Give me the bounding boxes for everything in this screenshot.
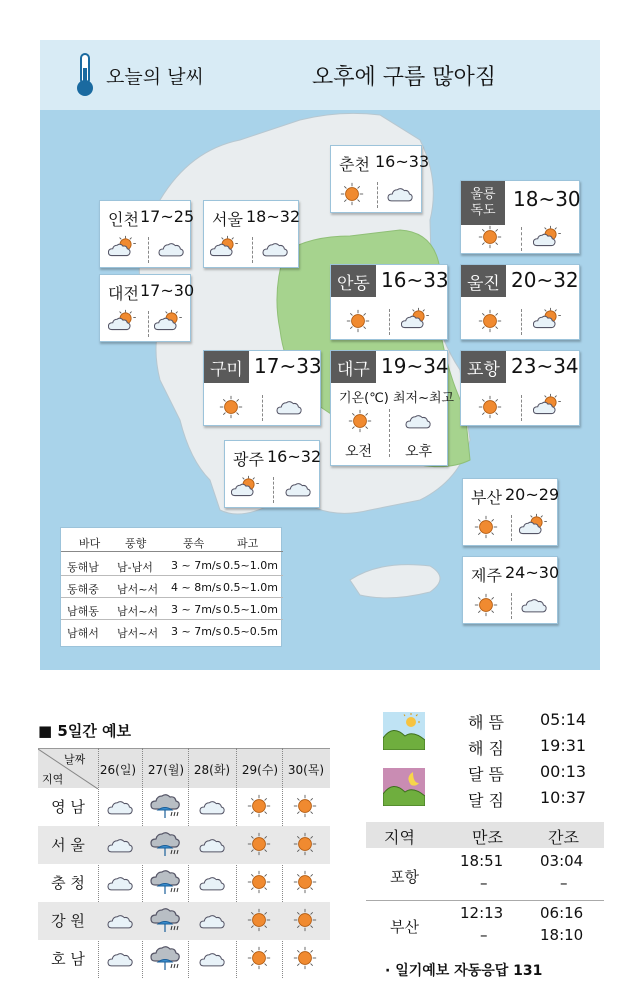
partly-cloudy-icon	[401, 307, 431, 331]
city-temp: 24~30	[505, 563, 560, 582]
partly-cloudy-icon	[533, 225, 563, 249]
sun-icon	[345, 409, 375, 433]
sun-icon	[475, 225, 505, 249]
sun-icon	[244, 794, 274, 818]
city-temp: 17~25	[140, 207, 195, 226]
sun-icon	[471, 593, 501, 617]
city-card-busan	[462, 478, 558, 546]
city-temp: 17~30	[140, 281, 195, 300]
city-name: 대전	[108, 284, 139, 303]
legend-label: 기온(℃) 최저~최고	[339, 391, 455, 406]
cloud-icon	[105, 947, 135, 971]
city-temp: 16~32	[267, 447, 322, 466]
tide-high: –	[480, 874, 488, 892]
city-card-jeju	[462, 556, 558, 624]
tide-low: 06:16	[540, 904, 584, 922]
cloud-icon	[274, 395, 304, 419]
header-date-label: 날짜	[64, 753, 86, 766]
sea-row: 남해동 남서~서 3 ~ 7m/s 0.5~1.0m	[61, 600, 283, 620]
legend-pm: 오후	[405, 444, 433, 460]
city-card-incheon	[99, 200, 195, 268]
sun-icon	[216, 395, 246, 419]
region-name: 영 남	[51, 798, 85, 816]
city-temp: 23~34	[511, 354, 579, 378]
sea-row: 동해남 남-남서 3 ~ 7m/s 0.5~1.0m	[61, 556, 283, 576]
city-name: 광주	[233, 450, 264, 469]
sun-icon	[290, 794, 320, 818]
rain-cloud-icon	[150, 868, 180, 896]
moonset-time: 10:37	[540, 788, 587, 807]
city-label: 구미	[204, 351, 249, 383]
city-name: 부산	[471, 488, 502, 507]
forecast-row	[38, 826, 330, 864]
city-card-gwangju	[224, 440, 320, 508]
page-title: 오늘의 날씨	[106, 66, 204, 88]
cloud-icon	[197, 909, 227, 933]
tide-low: –	[560, 874, 568, 892]
city-name: 인천	[108, 210, 139, 229]
moonset-label: 달 짐	[468, 791, 504, 810]
sun-icon	[290, 908, 320, 932]
legend-am: 오전	[345, 444, 373, 460]
partly-cloudy-icon	[154, 309, 184, 333]
cloud-icon	[105, 795, 135, 819]
forecast-title: ■ 5일간 예보	[38, 722, 132, 740]
cloud-icon	[197, 947, 227, 971]
region-name: 강 원	[51, 912, 85, 930]
forecast-table	[38, 748, 330, 978]
date-label: 27(월)	[147, 763, 185, 777]
city-temp: 20~32	[511, 268, 579, 292]
sea-conditions-table	[60, 527, 282, 647]
city-card-seoul	[203, 200, 299, 268]
tide-high: –	[480, 926, 488, 944]
cloud-icon	[105, 833, 135, 857]
forecast-row	[38, 788, 330, 826]
cloud-icon	[283, 477, 313, 501]
city-label: 안동	[331, 265, 376, 297]
date-label: 30(목)	[287, 763, 325, 777]
partly-cloudy-icon	[108, 309, 138, 333]
cloud-icon	[156, 237, 186, 261]
sea-row: 남해서 남서~서 3 ~ 7m/s 0.5~0.5m	[67, 625, 278, 640]
date-label: 29(수)	[241, 763, 279, 777]
date-label: 26(일)	[99, 763, 137, 777]
cloud-icon	[197, 871, 227, 895]
city-temp: 20~29	[505, 485, 560, 504]
footer-note: · 일기예보 자동응답 131	[385, 963, 543, 979]
cloud-icon	[105, 909, 135, 933]
partly-cloudy-icon	[533, 393, 563, 417]
tide-region: 포항	[390, 868, 419, 886]
city-card-uljin	[460, 264, 580, 340]
city-label: 대구	[331, 351, 376, 383]
tide-low: 03:04	[540, 852, 584, 870]
date-label: 28(화)	[193, 763, 231, 777]
city-temp: 18~32	[246, 207, 301, 226]
partly-cloudy-icon	[210, 235, 240, 259]
sun-icon	[244, 832, 274, 856]
rain-cloud-icon	[150, 830, 180, 858]
moonrise-label: 달 뜸	[468, 765, 504, 784]
city-name: 제주	[471, 566, 502, 585]
rain-cloud-icon	[150, 906, 180, 934]
sunset-time: 19:31	[540, 736, 587, 755]
city-card-ulleung	[460, 180, 580, 254]
sun-icon	[290, 946, 320, 970]
city-card-chuncheon	[330, 145, 430, 213]
cloud-icon	[260, 237, 290, 261]
tide-low: 18:10	[540, 926, 584, 944]
sea-header-row: 바다 풍향 풍속 파고	[61, 532, 283, 552]
sun-icon	[244, 946, 274, 970]
cloud-icon	[385, 182, 415, 206]
tide-region: 부산	[390, 918, 419, 936]
sun-icon	[244, 870, 274, 894]
sun-icon	[471, 515, 501, 539]
partly-cloudy-icon	[533, 307, 563, 331]
city-card-daegu	[330, 350, 455, 466]
city-temp: 16~33	[381, 268, 449, 292]
city-temp: 18~30	[513, 187, 581, 211]
tide-high: 12:13	[460, 904, 504, 922]
sunrise-time: 05:14	[540, 710, 587, 729]
partly-cloudy-icon	[231, 475, 261, 499]
cloud-icon	[403, 409, 433, 433]
sun-icon	[290, 870, 320, 894]
moon-icon	[383, 768, 425, 806]
tide-high: 18:51	[460, 852, 504, 870]
forecast-header	[38, 748, 330, 788]
city-name: 춘천	[339, 155, 370, 174]
rain-cloud-icon	[150, 944, 180, 972]
moonrise-time: 00:13	[540, 762, 587, 781]
city-temp: 16~33	[375, 152, 430, 171]
cloud-icon	[105, 871, 135, 895]
forecast-row	[38, 940, 330, 978]
city-label: 울진	[461, 265, 506, 297]
city-temp: 19~34	[381, 354, 449, 378]
partly-cloudy-icon	[108, 235, 138, 259]
headline: 오후에 구름 많아짐	[312, 65, 497, 90]
city-card-pohang	[460, 350, 580, 426]
sun-icon	[343, 309, 373, 333]
city-name: 서울	[212, 210, 243, 229]
sea-row: 동해중 남서~서 4 ~ 8m/s 0.5~1.0m	[61, 578, 283, 598]
sun-icon	[244, 908, 274, 932]
cloud-icon	[197, 795, 227, 819]
region-name: 충 청	[51, 874, 85, 892]
sun-icon	[475, 309, 505, 333]
cloud-icon	[197, 833, 227, 857]
city-temp: 17~33	[254, 354, 322, 378]
city-label: 포항	[461, 351, 506, 383]
thermometer-icon	[74, 52, 96, 98]
sunset-label: 해 짐	[468, 739, 504, 758]
region-name: 서 울	[51, 836, 85, 854]
city-card-daejeon	[99, 274, 195, 342]
rain-cloud-icon	[150, 792, 180, 820]
city-label: 울릉 독도	[461, 181, 505, 225]
sunrise-icon	[383, 712, 425, 750]
region-name: 호 남	[51, 950, 85, 968]
cloud-icon	[519, 593, 549, 617]
sunrise-label: 해 뜸	[468, 713, 504, 732]
city-card-andong	[330, 264, 448, 340]
partly-cloudy-icon	[519, 513, 549, 537]
forecast-row	[38, 864, 330, 902]
title-bar	[40, 40, 600, 110]
sun-icon	[290, 832, 320, 856]
city-card-gumi	[203, 350, 321, 426]
forecast-row	[38, 902, 330, 940]
sun-icon	[475, 395, 505, 419]
tide-header: 지역 만조 간조	[366, 822, 604, 848]
header-region-label: 지역	[42, 773, 64, 786]
sun-icon	[337, 182, 367, 206]
